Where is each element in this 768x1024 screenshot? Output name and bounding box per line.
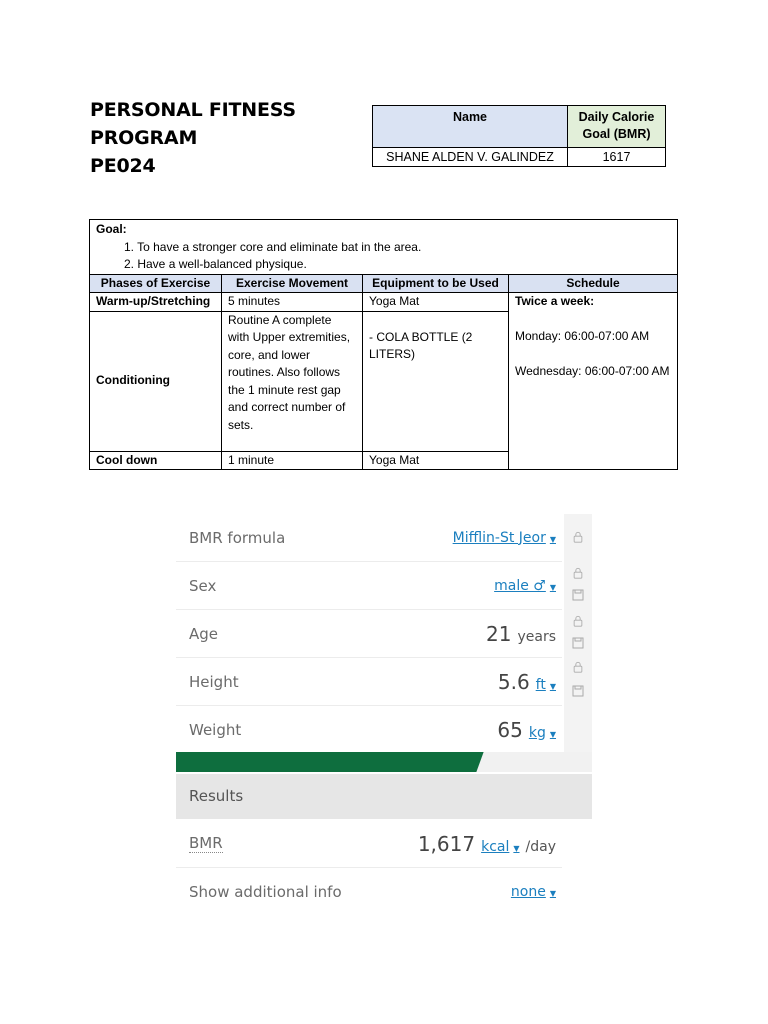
calorie-goal-header: Daily Calorie Goal (BMR)	[568, 106, 666, 148]
lock-icon[interactable]	[572, 528, 584, 542]
height-input[interactable]: 5.6	[497, 669, 530, 694]
save-icon[interactable]	[572, 586, 584, 598]
lock-icon[interactable]	[572, 612, 584, 626]
sex-value: male ♂	[494, 577, 546, 594]
bmr-unit: kcal	[481, 838, 510, 855]
exercise-plan-table	[89, 219, 678, 470]
bmr-formula-row	[176, 514, 562, 562]
save-icon[interactable]	[572, 682, 584, 694]
goal-label: Goal:	[96, 222, 127, 236]
additional-info-value: none	[510, 883, 546, 900]
schedule-header: Schedule	[509, 274, 678, 293]
movement-warmup: 5 minutes	[222, 293, 363, 312]
weight-unit: kg	[528, 724, 546, 741]
save-icon[interactable]	[572, 634, 584, 646]
height-row	[176, 658, 562, 706]
sex-row	[176, 562, 562, 610]
height-unit: ft	[535, 676, 546, 693]
bmr-formula-label: BMR formula	[189, 528, 286, 547]
equipment-cooldown: Yoga Mat	[363, 451, 509, 470]
bmr-result-row	[176, 820, 562, 868]
equipment-header: Equipment to be Used	[363, 274, 509, 293]
movement-conditioning: Routine A complete with Upper extremities, core, and lower routines. Also follows the 1 minute rest gap and correct number of sets.	[222, 311, 363, 451]
program-title-line2: PE024	[90, 155, 156, 177]
age-input[interactable]: 21	[486, 621, 512, 646]
chevron-down-icon: ▼	[549, 729, 556, 739]
chevron-down-icon: ▼	[513, 843, 520, 853]
phase-header: Phases of Exercise	[90, 274, 222, 293]
height-label: Height	[189, 672, 239, 691]
bmr-formula-select[interactable]	[453, 530, 556, 546]
phase-warmup: Warm-up/Stretching	[90, 293, 222, 312]
schedule-line2: Monday: 06:00-07:00 AM	[515, 329, 650, 343]
schedule-line1: Twice a week:	[515, 294, 595, 308]
sex-label: Sex	[189, 576, 217, 595]
weight-input[interactable]: 65	[497, 717, 523, 742]
phase-cooldown: Cool down	[90, 451, 222, 470]
name-header: Name	[373, 106, 568, 148]
bmr-result-label[interactable]: BMR	[189, 834, 223, 852]
age-row	[176, 610, 562, 658]
age-unit: years	[517, 628, 556, 645]
additional-info-label: Show additional info	[189, 882, 342, 901]
lock-icon[interactable]	[572, 564, 584, 578]
weight-row	[176, 706, 562, 753]
goal-item-2: 2. Have a well-balanced physique.	[124, 257, 307, 271]
goal-cell	[90, 220, 678, 275]
movement-cooldown: 1 minute	[222, 451, 363, 470]
bmr-formula-value: Mifflin-St Jeor	[452, 529, 546, 546]
weight-unit-select[interactable]	[529, 725, 556, 741]
weight-label: Weight	[189, 720, 242, 739]
program-title-line1: PERSONAL FITNESS PROGRAM	[90, 99, 296, 149]
bmr-result-value: 1,617	[417, 831, 476, 856]
bmr-per-day: /day	[525, 838, 556, 855]
calorie-goal-value: 1617	[568, 148, 666, 167]
chevron-down-icon: ▼	[549, 888, 556, 898]
green-bar-fill	[176, 752, 476, 772]
height-unit-select[interactable]	[536, 677, 556, 693]
goal-item-1: 1. To have a stronger core and eliminate bat in the area.	[124, 239, 422, 254]
equipment-warmup: Yoga Mat	[363, 293, 509, 312]
results-label: Results	[189, 787, 244, 805]
bmr-unit-select[interactable]	[481, 839, 519, 855]
chevron-down-icon: ▼	[549, 534, 556, 544]
name-table	[372, 105, 666, 167]
chevron-down-icon: ▼	[549, 681, 556, 691]
program-title	[90, 96, 370, 180]
schedule-cell	[509, 293, 678, 470]
student-name: SHANE ALDEN V. GALINDEZ	[373, 148, 568, 167]
results-header	[176, 774, 592, 819]
schedule-line3: Wednesday: 06:00-07:00 AM	[515, 364, 670, 378]
lock-icon[interactable]	[572, 658, 584, 672]
additional-info-row	[176, 868, 562, 915]
sex-select[interactable]	[494, 578, 556, 594]
section-divider-bar	[176, 752, 592, 772]
equipment-conditioning: - COLA BOTTLE (2 LITERS)	[363, 311, 509, 451]
bmr-calculator-screenshot	[176, 514, 592, 914]
age-label: Age	[189, 624, 219, 643]
movement-header: Exercise Movement	[222, 274, 363, 293]
lock-sidebar	[564, 514, 592, 754]
additional-info-select[interactable]	[511, 884, 556, 900]
chevron-down-icon: ▼	[549, 582, 556, 592]
phase-conditioning: Conditioning	[90, 311, 222, 451]
